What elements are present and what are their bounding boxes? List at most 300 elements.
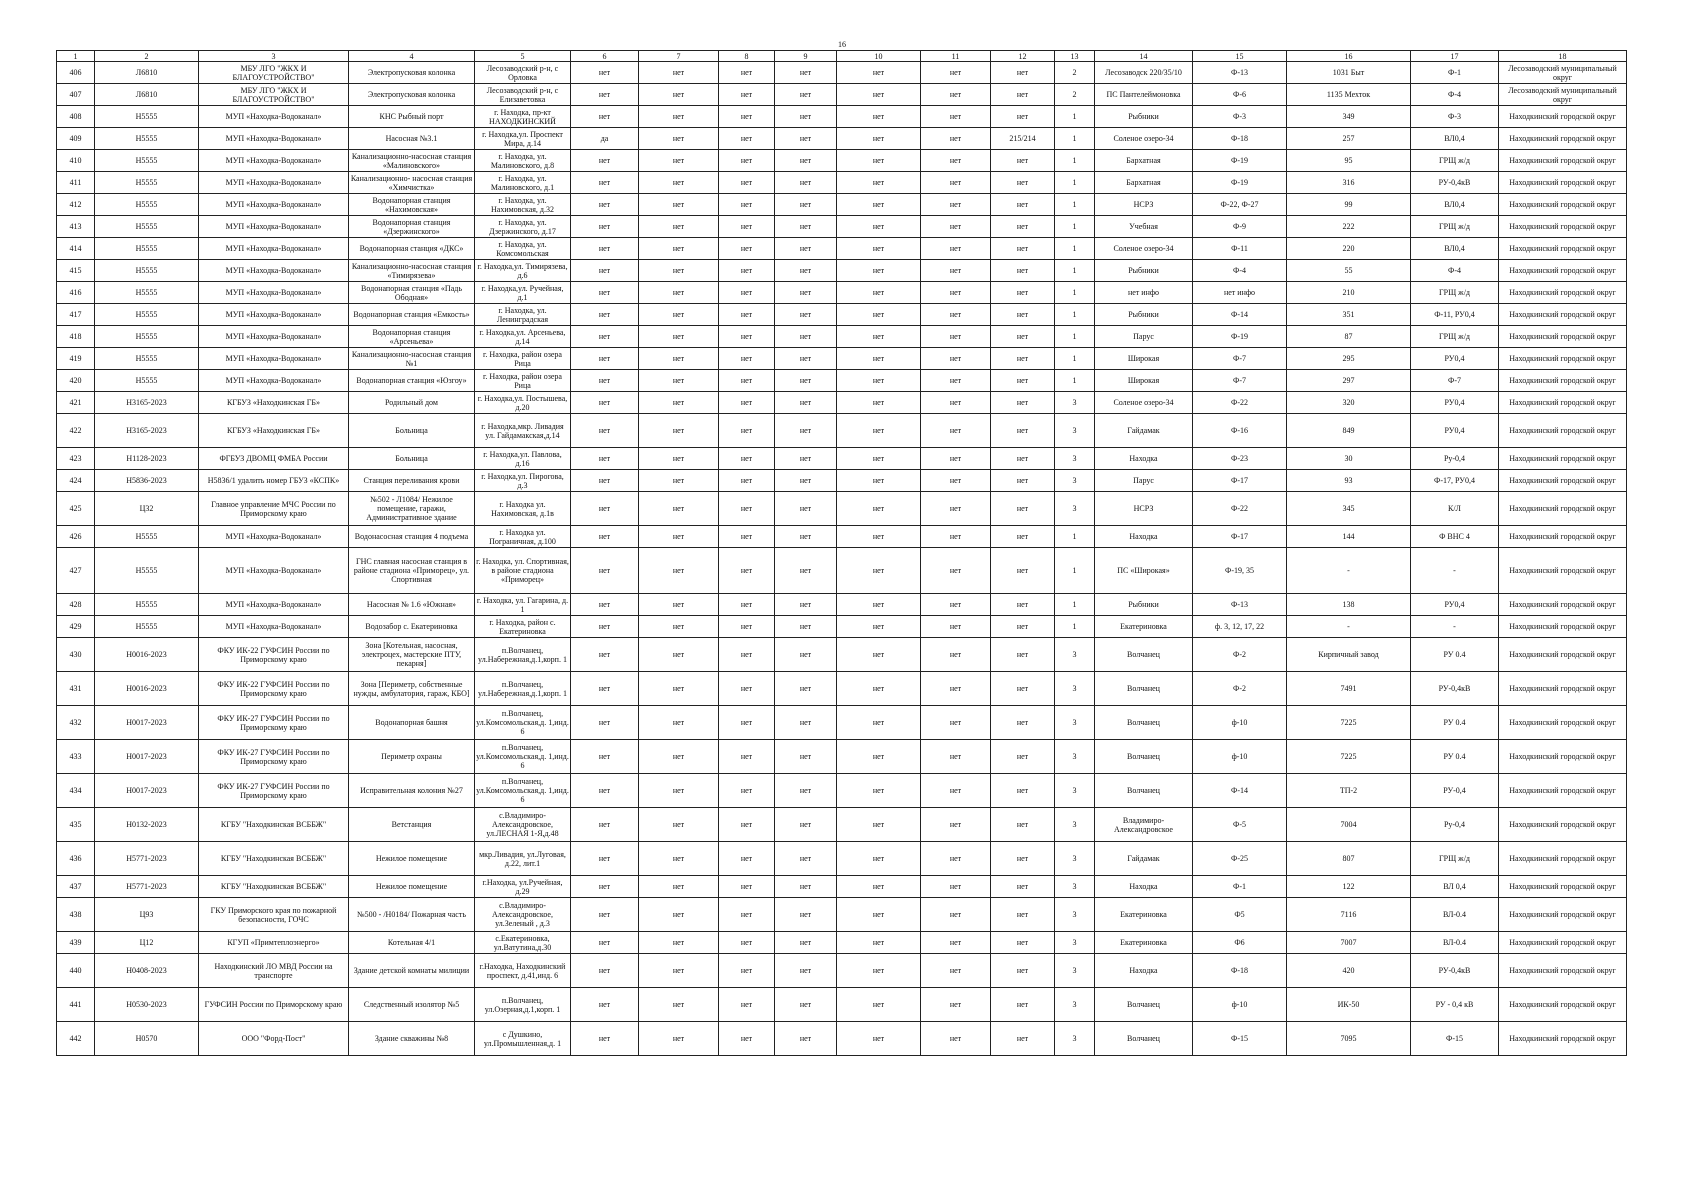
table-cell: Н5555 bbox=[95, 150, 199, 172]
table-cell: 1 bbox=[1055, 172, 1095, 194]
table-cell: Находкинский городской округ bbox=[1499, 260, 1627, 282]
table-cell: нет bbox=[775, 526, 837, 548]
table-cell: 7225 bbox=[1287, 706, 1411, 740]
table-cell: КГБУЗ «Находкинская ГБ» bbox=[199, 392, 349, 414]
table-cell: 210 bbox=[1287, 282, 1411, 304]
table-cell: нет bbox=[991, 84, 1055, 106]
table-cell: МУП «Находка-Водоканал» bbox=[199, 238, 349, 260]
table-cell: Парус bbox=[1095, 470, 1193, 492]
table-cell: нет bbox=[921, 348, 991, 370]
table-cell: 1 bbox=[1055, 282, 1095, 304]
table-cell: Л6810 bbox=[95, 62, 199, 84]
table-cell: Лесозаводский муниципальный округ bbox=[1499, 62, 1627, 84]
table-cell: нет bbox=[775, 448, 837, 470]
table-cell: Находкинский городской округ bbox=[1499, 616, 1627, 638]
table-cell: нет bbox=[991, 988, 1055, 1022]
table-cell: ГРЩ ж/д bbox=[1411, 282, 1499, 304]
table-cell: нет bbox=[775, 1022, 837, 1056]
table-cell: Ф-17 bbox=[1193, 526, 1287, 548]
table-cell: 7225 bbox=[1287, 740, 1411, 774]
table-cell: нет bbox=[719, 194, 775, 216]
table-cell: Ф-11, РУ0,4 bbox=[1411, 304, 1499, 326]
table-cell: нет инфо bbox=[1095, 282, 1193, 304]
table-cell: нет bbox=[719, 876, 775, 898]
table-cell: Насосная № 1.6 «Южная» bbox=[349, 594, 475, 616]
table-cell: нет bbox=[639, 370, 719, 392]
table-cell: с.Владимиро-Александровское, ул.ЛЕСНАЯ 1-Я,д.48 bbox=[475, 808, 571, 842]
table-row bbox=[57, 898, 1627, 932]
table-cell: Находкинский городской округ bbox=[1499, 106, 1627, 128]
column-header: 1 bbox=[57, 51, 95, 62]
table-cell: Н0017-2023 bbox=[95, 774, 199, 808]
table-cell: Н5555 bbox=[95, 326, 199, 348]
table-row bbox=[57, 988, 1627, 1022]
table-cell: Водонапорная станция «Падь Ободная» bbox=[349, 282, 475, 304]
table-cell: Родильный дом bbox=[349, 392, 475, 414]
table-row bbox=[57, 84, 1627, 106]
table-cell: Находкинский городской округ bbox=[1499, 370, 1627, 392]
table-cell: нет bbox=[991, 526, 1055, 548]
table-cell: 436 bbox=[57, 842, 95, 876]
table-cell: Н5555 bbox=[95, 128, 199, 150]
table-cell: ФКУ ИК-27 ГУФСИН России по Приморскому краю bbox=[199, 706, 349, 740]
table-cell: 3 bbox=[1055, 470, 1095, 492]
table-cell: нет bbox=[571, 1022, 639, 1056]
table-cell: нет bbox=[719, 348, 775, 370]
table-cell: нет bbox=[921, 238, 991, 260]
table-cell: 1 bbox=[1055, 594, 1095, 616]
column-header: 16 bbox=[1287, 51, 1411, 62]
table-cell: нет bbox=[921, 62, 991, 84]
column-header: 8 bbox=[719, 51, 775, 62]
table-row bbox=[57, 638, 1627, 672]
table-cell: нет bbox=[991, 638, 1055, 672]
table-cell: Ф-4 bbox=[1411, 260, 1499, 282]
table-cell: Ф-3 bbox=[1411, 106, 1499, 128]
table-cell: Гайдамак bbox=[1095, 842, 1193, 876]
table-cell: нет bbox=[991, 216, 1055, 238]
table-cell: нет bbox=[921, 128, 991, 150]
table-cell: нет bbox=[719, 62, 775, 84]
table-cell: нет bbox=[639, 392, 719, 414]
table-cell: Н5836-2023 bbox=[95, 470, 199, 492]
table-cell: 419 bbox=[57, 348, 95, 370]
table-cell: г. Находка,ул. Проспект Мира, д.14 bbox=[475, 128, 571, 150]
table-cell: нет bbox=[571, 326, 639, 348]
table-row bbox=[57, 370, 1627, 392]
table-cell: нет bbox=[571, 370, 639, 392]
table-cell: 3 bbox=[1055, 448, 1095, 470]
table-cell: РУ-0,4кВ bbox=[1411, 954, 1499, 988]
table-cell: нет bbox=[571, 988, 639, 1022]
table-cell: Ц12 bbox=[95, 932, 199, 954]
table-cell: Находкинский городской округ bbox=[1499, 548, 1627, 594]
table-cell: нет bbox=[571, 348, 639, 370]
table-cell: Главное управление МЧС России по Приморскому краю bbox=[199, 492, 349, 526]
table-cell: нет bbox=[991, 842, 1055, 876]
table-cell: нет bbox=[571, 898, 639, 932]
table-cell: нет bbox=[921, 548, 991, 594]
table-cell: 122 bbox=[1287, 876, 1411, 898]
table-cell: 431 bbox=[57, 672, 95, 706]
table-cell: ГУФСИН России по Приморскому краю bbox=[199, 988, 349, 1022]
table-cell: нет bbox=[921, 672, 991, 706]
table-cell: нет bbox=[571, 548, 639, 594]
table-cell: нет bbox=[837, 62, 921, 84]
table-cell: нет bbox=[639, 548, 719, 594]
table-cell: нет bbox=[921, 216, 991, 238]
table-cell: МУП «Находка-Водоканал» bbox=[199, 594, 349, 616]
table-cell: нет bbox=[571, 282, 639, 304]
table-cell: Больница bbox=[349, 414, 475, 448]
table-cell: Ф-1 bbox=[1193, 876, 1287, 898]
table-cell: нет bbox=[639, 282, 719, 304]
table-cell: нет bbox=[639, 1022, 719, 1056]
table-cell: Екатериновка bbox=[1095, 898, 1193, 932]
table-cell: нет bbox=[921, 1022, 991, 1056]
table-cell: 1 bbox=[1055, 216, 1095, 238]
table-cell: - bbox=[1411, 616, 1499, 638]
table-cell: Н3165-2023 bbox=[95, 392, 199, 414]
table-cell: 807 bbox=[1287, 842, 1411, 876]
table-cell: Водонапорная станция «ДКС» bbox=[349, 238, 475, 260]
table-cell: Находкинский городской округ bbox=[1499, 808, 1627, 842]
table-row bbox=[57, 594, 1627, 616]
table-cell: 439 bbox=[57, 932, 95, 954]
table-row bbox=[57, 414, 1627, 448]
table-cell: нет bbox=[639, 526, 719, 548]
table-cell: 297 bbox=[1287, 370, 1411, 392]
table-cell: г. Находка, пр-кт НАХОДКИНСКИЙ bbox=[475, 106, 571, 128]
table-cell: нет bbox=[921, 740, 991, 774]
table-cell: нет bbox=[921, 470, 991, 492]
table-cell: нет bbox=[775, 172, 837, 194]
table-cell: нет bbox=[719, 172, 775, 194]
table-cell: нет bbox=[837, 808, 921, 842]
table-row bbox=[57, 842, 1627, 876]
table-cell: нет bbox=[991, 740, 1055, 774]
table-cell: нет bbox=[921, 706, 991, 740]
table-cell: п.Волчанец, ул.Комсомольская,д. 1,инд. 6 bbox=[475, 706, 571, 740]
table-cell: Ф-7 bbox=[1193, 348, 1287, 370]
table-cell: нет bbox=[837, 172, 921, 194]
table-cell: 345 bbox=[1287, 492, 1411, 526]
table-cell: нет bbox=[571, 672, 639, 706]
table-cell: нет bbox=[921, 876, 991, 898]
table-cell: Бархатная bbox=[1095, 172, 1193, 194]
table-cell: Находка bbox=[1095, 526, 1193, 548]
table-cell: 144 bbox=[1287, 526, 1411, 548]
table-cell: Ф-9 bbox=[1193, 216, 1287, 238]
table-cell: нет bbox=[571, 774, 639, 808]
table-cell: нет bbox=[775, 672, 837, 706]
column-header: 13 bbox=[1055, 51, 1095, 62]
table-cell: 349 bbox=[1287, 106, 1411, 128]
table-cell: КГБУ "Находкинская ВСББЖ" bbox=[199, 808, 349, 842]
column-header: 12 bbox=[991, 51, 1055, 62]
table-cell: нет bbox=[719, 128, 775, 150]
table-cell: нет bbox=[921, 282, 991, 304]
table-cell: Находкинский городской округ bbox=[1499, 988, 1627, 1022]
table-cell: 3 bbox=[1055, 774, 1095, 808]
table-cell: нет bbox=[571, 470, 639, 492]
table-cell: 409 bbox=[57, 128, 95, 150]
table-cell: Ф-19 bbox=[1193, 326, 1287, 348]
table-cell: 849 bbox=[1287, 414, 1411, 448]
table-cell: нет bbox=[837, 150, 921, 172]
page-number: 16 bbox=[838, 40, 846, 49]
table-cell: нет bbox=[571, 84, 639, 106]
table-cell: г. Находка, район озера Рица bbox=[475, 370, 571, 392]
table-row bbox=[57, 128, 1627, 150]
table-cell: Канализационно-насосная станция №1 bbox=[349, 348, 475, 370]
table-cell: 351 bbox=[1287, 304, 1411, 326]
table-cell: К/Л bbox=[1411, 492, 1499, 526]
table-row bbox=[57, 448, 1627, 470]
table-cell: 433 bbox=[57, 740, 95, 774]
table-cell: Н5555 bbox=[95, 172, 199, 194]
table-cell: нет bbox=[571, 238, 639, 260]
table-cell: г. Находка,ул. Тимирязева, д.6 bbox=[475, 260, 571, 282]
table-cell: Ф-22, Ф-27 bbox=[1193, 194, 1287, 216]
table-row bbox=[57, 470, 1627, 492]
table-cell: 222 bbox=[1287, 216, 1411, 238]
table-cell: нет bbox=[837, 842, 921, 876]
table-cell: Находкинский городской округ bbox=[1499, 414, 1627, 448]
table-cell: нет bbox=[991, 238, 1055, 260]
table-row bbox=[57, 954, 1627, 988]
table-cell: нет bbox=[991, 954, 1055, 988]
table-cell: 3 bbox=[1055, 740, 1095, 774]
table-cell: 3 bbox=[1055, 876, 1095, 898]
table-cell: Ф-4 bbox=[1411, 84, 1499, 106]
table-cell: нет bbox=[639, 326, 719, 348]
table-cell: нет bbox=[571, 808, 639, 842]
table-row bbox=[57, 526, 1627, 548]
table-cell: Н0570 bbox=[95, 1022, 199, 1056]
table-cell: нет bbox=[775, 392, 837, 414]
table-cell: Канализационно-насосная станция «Тимирязева» bbox=[349, 260, 475, 282]
table-cell: нет bbox=[921, 194, 991, 216]
table-cell: нет bbox=[921, 638, 991, 672]
table-cell: Ф-15 bbox=[1411, 1022, 1499, 1056]
table-cell: ГРЩ ж/д bbox=[1411, 150, 1499, 172]
table-cell: нет bbox=[991, 172, 1055, 194]
table-cell: Канализационно- насосная станция «Химчистка» bbox=[349, 172, 475, 194]
table-cell: нет bbox=[921, 616, 991, 638]
header-row bbox=[57, 51, 1627, 62]
table-row bbox=[57, 548, 1627, 594]
table-cell: нет bbox=[837, 194, 921, 216]
table-cell: нет bbox=[991, 348, 1055, 370]
table-cell: Н5555 bbox=[95, 282, 199, 304]
table-cell: Следственный изолятор №5 bbox=[349, 988, 475, 1022]
table-cell: Находка bbox=[1095, 448, 1193, 470]
table-cell: 432 bbox=[57, 706, 95, 740]
table-cell: Ф-4 bbox=[1193, 260, 1287, 282]
table-cell: 2 bbox=[1055, 84, 1095, 106]
table-cell: нет bbox=[639, 672, 719, 706]
table-cell: нет bbox=[719, 216, 775, 238]
table-cell: МУП «Находка-Водоканал» bbox=[199, 548, 349, 594]
table-cell: г. Находка, район с. Екатериновка bbox=[475, 616, 571, 638]
table-cell: РУ 0.4 bbox=[1411, 706, 1499, 740]
table-cell: РУ 0.4 bbox=[1411, 638, 1499, 672]
table-cell: 434 bbox=[57, 774, 95, 808]
table-cell: Ф-14 bbox=[1193, 774, 1287, 808]
table-cell: нет bbox=[639, 172, 719, 194]
table-cell: нет bbox=[921, 932, 991, 954]
table-cell: 413 bbox=[57, 216, 95, 238]
table-cell: нет bbox=[991, 470, 1055, 492]
table-cell: 416 bbox=[57, 282, 95, 304]
table-cell: ФКУ ИК-22 ГУФСИН России по Приморскому краю bbox=[199, 672, 349, 706]
table-cell: нет bbox=[775, 548, 837, 594]
table-cell: Ф-14 bbox=[1193, 304, 1287, 326]
table-cell: Н5555 bbox=[95, 304, 199, 326]
table-cell: Широкая bbox=[1095, 370, 1193, 392]
table-cell: КГБУ "Находкинская ВСББЖ" bbox=[199, 876, 349, 898]
table-cell: нет bbox=[639, 932, 719, 954]
table-cell: нет bbox=[991, 370, 1055, 392]
table-cell: г. Находка, ул. Малиновского, д.1 bbox=[475, 172, 571, 194]
table-cell: нет bbox=[719, 932, 775, 954]
table-cell: 420 bbox=[57, 370, 95, 392]
table-cell: 421 bbox=[57, 392, 95, 414]
table-cell: Находкинский городской округ bbox=[1499, 392, 1627, 414]
table-cell: 3 bbox=[1055, 898, 1095, 932]
table-cell: нет bbox=[921, 84, 991, 106]
table-row bbox=[57, 774, 1627, 808]
table-cell: нет bbox=[639, 774, 719, 808]
table-cell: МУП «Находка-Водоканал» bbox=[199, 150, 349, 172]
table-cell: нет bbox=[991, 808, 1055, 842]
table-cell: Находкинский городской округ bbox=[1499, 1022, 1627, 1056]
table-cell: нет bbox=[991, 1022, 1055, 1056]
table-cell: нет bbox=[719, 304, 775, 326]
table-cell: нет bbox=[719, 774, 775, 808]
table-cell: нет bbox=[991, 304, 1055, 326]
table-cell: Ветстанция bbox=[349, 808, 475, 842]
table-cell: РУ-0,4кВ bbox=[1411, 672, 1499, 706]
table-cell: Ф-13 bbox=[1193, 594, 1287, 616]
table-cell: 418 bbox=[57, 326, 95, 348]
table-cell: нет bbox=[639, 238, 719, 260]
table-cell: Находка bbox=[1095, 954, 1193, 988]
table-cell: Ф-25 bbox=[1193, 842, 1287, 876]
table-cell: 428 bbox=[57, 594, 95, 616]
table-cell: Находкинский городской округ bbox=[1499, 128, 1627, 150]
table-row bbox=[57, 150, 1627, 172]
register-table bbox=[56, 50, 1627, 1056]
table-cell: Рыбники bbox=[1095, 106, 1193, 128]
table-cell: ВЛ-0.4 bbox=[1411, 898, 1499, 932]
table-cell: Находкинский городской округ bbox=[1499, 740, 1627, 774]
column-header: 7 bbox=[639, 51, 719, 62]
table-cell: РУ0,4 bbox=[1411, 348, 1499, 370]
table-cell: нет bbox=[719, 84, 775, 106]
table-cell: нет bbox=[775, 876, 837, 898]
table-cell: мкр.Ливадия, ул.Луговая, д.22, лит.1 bbox=[475, 842, 571, 876]
column-header: 6 bbox=[571, 51, 639, 62]
table-cell: МБУ ЛГО "ЖКХ И БЛАГОУСТРОЙСТВО" bbox=[199, 84, 349, 106]
table-cell: нет bbox=[719, 898, 775, 932]
table-cell: нет bbox=[991, 282, 1055, 304]
table-cell: 7007 bbox=[1287, 932, 1411, 954]
table-cell: нет bbox=[775, 616, 837, 638]
table-cell: КНС Рыбный порт bbox=[349, 106, 475, 128]
table-cell: нет bbox=[837, 448, 921, 470]
table-cell: ГРЩ ж/д bbox=[1411, 842, 1499, 876]
table-cell: - bbox=[1287, 548, 1411, 594]
table-cell: Волчанец bbox=[1095, 672, 1193, 706]
table-cell: нет bbox=[775, 492, 837, 526]
table-cell: Н0017-2023 bbox=[95, 740, 199, 774]
table-cell: 99 bbox=[1287, 194, 1411, 216]
table-cell: ГРЩ ж/д bbox=[1411, 326, 1499, 348]
table-cell: Котельная 4/1 bbox=[349, 932, 475, 954]
table-cell: Находкинский ЛО МВД России на транспорте bbox=[199, 954, 349, 988]
table-cell: нет bbox=[837, 876, 921, 898]
table-cell: 2 bbox=[1055, 62, 1095, 84]
table-cell: Находкинский городской округ bbox=[1499, 672, 1627, 706]
table-cell: Находкинский городской округ bbox=[1499, 470, 1627, 492]
table-cell: Н0408-2023 bbox=[95, 954, 199, 988]
table-cell: Водонапорная станция «Нахимовская» bbox=[349, 194, 475, 216]
table-row bbox=[57, 492, 1627, 526]
table-cell: нет bbox=[837, 672, 921, 706]
table-cell: Ф-19 bbox=[1193, 150, 1287, 172]
table-cell: РУ0,4 bbox=[1411, 392, 1499, 414]
table-cell: ФКУ ИК-27 ГУФСИН России по Приморскому краю bbox=[199, 740, 349, 774]
table-cell: нет bbox=[719, 842, 775, 876]
table-cell: нет bbox=[571, 638, 639, 672]
table-cell: нет bbox=[571, 150, 639, 172]
table-row bbox=[57, 348, 1627, 370]
column-header: 9 bbox=[775, 51, 837, 62]
table-cell: нет bbox=[837, 238, 921, 260]
table-cell: нет bbox=[571, 260, 639, 282]
table-cell: 1 bbox=[1055, 304, 1095, 326]
table-cell: 1031 Быт bbox=[1287, 62, 1411, 84]
table-cell: - bbox=[1411, 548, 1499, 594]
table-cell: с.Владимиро-Александровское, ул.Зеленый , д.3 bbox=[475, 898, 571, 932]
table-cell: Н0132-2023 bbox=[95, 808, 199, 842]
table-cell: Ф-13 bbox=[1193, 62, 1287, 84]
table-cell: ИК-50 bbox=[1287, 988, 1411, 1022]
table-cell: г. Находка,мкр. Ливадия ул. Гайдамакская,д.14 bbox=[475, 414, 571, 448]
table-cell: нет bbox=[639, 414, 719, 448]
table-cell: 295 bbox=[1287, 348, 1411, 370]
table-cell: РУ - 0,4 кВ bbox=[1411, 988, 1499, 1022]
table-cell: ООО "Форд-Пост" bbox=[199, 1022, 349, 1056]
table-cell: ФКУ ИК-22 ГУФСИН России по Приморскому краю bbox=[199, 638, 349, 672]
table-cell: Ф-15 bbox=[1193, 1022, 1287, 1056]
column-header: 14 bbox=[1095, 51, 1193, 62]
table-cell: ПС Пантелеймоновка bbox=[1095, 84, 1193, 106]
table-cell: МУП «Находка-Водоканал» bbox=[199, 348, 349, 370]
table-cell: нет bbox=[719, 954, 775, 988]
table-cell: 426 bbox=[57, 526, 95, 548]
table-cell: КГУП «Примтеплоэнерго» bbox=[199, 932, 349, 954]
table-cell: нет bbox=[991, 492, 1055, 526]
table-cell: нет bbox=[719, 672, 775, 706]
table-cell: нет bbox=[921, 594, 991, 616]
table-cell: нет bbox=[921, 326, 991, 348]
table-cell: Водонапорная станция «Емкость» bbox=[349, 304, 475, 326]
table-cell: нет bbox=[921, 392, 991, 414]
table-cell: Волчанец bbox=[1095, 774, 1193, 808]
